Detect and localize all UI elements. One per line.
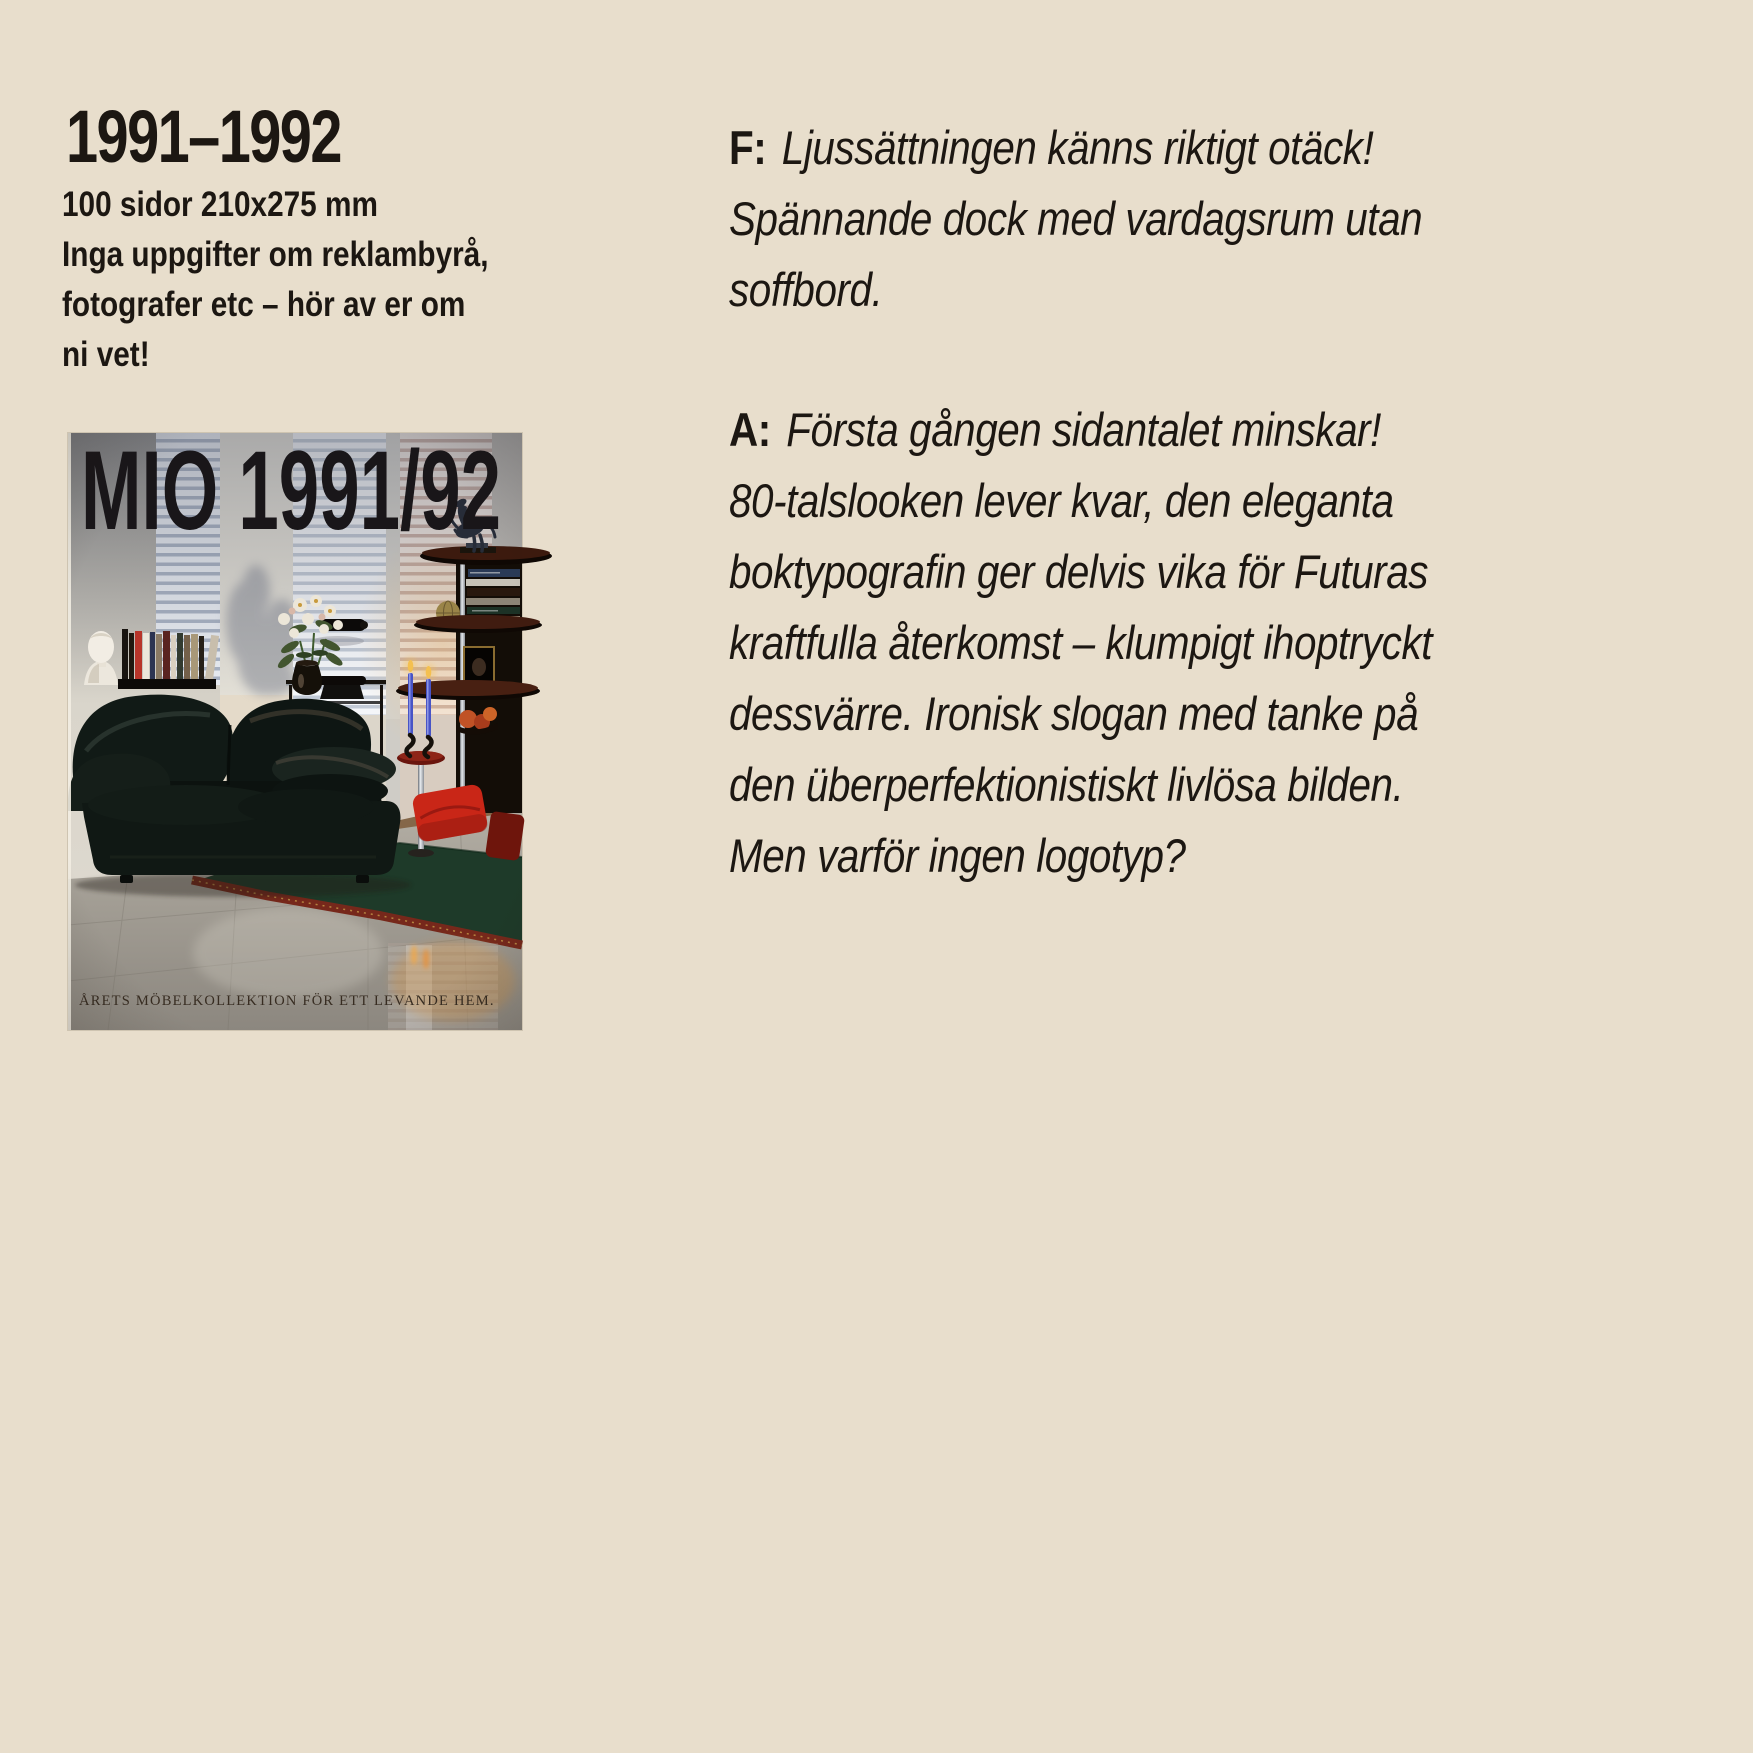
- comment-line: 80-talslooken lever kvar, den eleganta: [729, 474, 1394, 527]
- spec-line-agency: Inga uppgifter om reklambyrå,: [62, 235, 489, 274]
- comment-line: den überperfektionistiskt livlösa bilden.: [729, 758, 1404, 811]
- comment-line: Men varför ingen logotyp?: [729, 829, 1186, 882]
- spec-line-callout: ni vet!: [62, 335, 150, 374]
- comment-line: boktypografin ger delvis vika för Futuras: [729, 545, 1429, 598]
- comment-line: kraftfulla återkomst – klumpigt ihoptryckt: [729, 616, 1433, 669]
- spec-line-photographers: fotografer etc – hör av er om: [62, 285, 466, 324]
- cover-scene: [68, 433, 522, 1030]
- comment-f: [729, 112, 1422, 325]
- page-title: 1991–1992: [66, 95, 341, 178]
- speaker-label-f: F:: [729, 121, 767, 174]
- comment-line: F: Ljussättningen känns riktigt otäck!: [729, 121, 1374, 174]
- comment-line: A: Första gången sidantalet minskar!: [729, 403, 1381, 456]
- comment-line: dessvärre. Ironisk slogan med tanke på: [729, 687, 1419, 740]
- catalog-specs: [62, 180, 489, 380]
- speaker-label-a: A:: [729, 403, 771, 456]
- catalog-cover-photo: [68, 433, 522, 1030]
- comment-line: Spännande dock med vardagsrum utan: [729, 192, 1423, 245]
- spec-line-pages: 100 sidor 210x275 mm: [62, 185, 378, 224]
- comment-line: soffbord.: [729, 263, 883, 316]
- comment-a: [729, 394, 1432, 891]
